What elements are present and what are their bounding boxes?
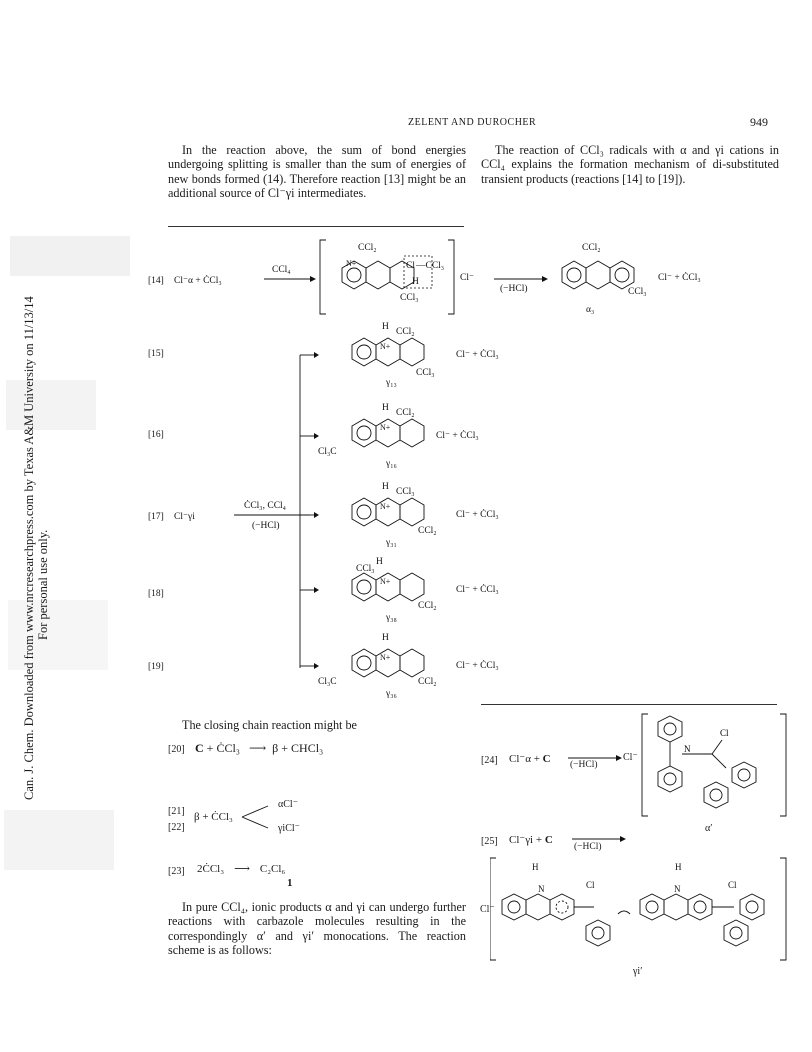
svg-text:N+: N+ [380, 577, 391, 586]
reaction-20: C + ĊCl₃ ⟶ β + CHCl₃ [195, 741, 324, 755]
svg-text:H: H [382, 482, 389, 492]
svg-text:Cl: Cl [728, 880, 737, 890]
running-title: ZELENT AND DUROCHER [408, 117, 537, 128]
svg-text:Cl⁻ + ĊCl₃: Cl⁻ + ĊCl₃ [456, 585, 499, 595]
svg-text:N+: N+ [380, 653, 391, 662]
arrow-label: CCl₄ [272, 265, 291, 275]
svg-text:H: H [382, 403, 389, 413]
svg-text:γ₃₈: γ₃₈ [386, 613, 397, 623]
svg-text:(−HCl): (−HCl) [252, 521, 280, 531]
svg-text:CCl₃: CCl₃ [356, 564, 375, 574]
eq-number: [18] [148, 589, 164, 599]
svg-text:Cl⁻: Cl⁻ [460, 273, 474, 283]
svg-text:Cl⁻ + ĊCl₃: Cl⁻ + ĊCl₃ [456, 661, 499, 671]
svg-text:CCl₂: CCl₂ [582, 243, 601, 253]
svg-text:[17]: [17] [148, 512, 164, 522]
product-structures [300, 315, 520, 715]
split-arrows [240, 800, 274, 834]
svg-text:Cl₃C: Cl₃C [318, 677, 337, 687]
intro-right-paragraph: The reaction of CCl₃ radicals with α and γi cations in CCl₄ explains the formation mechanism of di-substituted transient products (reactions [14] to [19]). [481, 143, 779, 186]
closing-intro: The closing chain reaction might be [182, 718, 357, 732]
alpha-prime-structure [640, 712, 790, 822]
counter-ion: Cl⁻ [480, 904, 495, 915]
compound-name: γi′ [633, 966, 643, 977]
eq-number: [22] [168, 822, 185, 833]
svg-text:N+: N+ [380, 502, 391, 511]
svg-text:N: N [674, 884, 681, 894]
svg-text:CCl₃: CCl₃ [416, 368, 435, 378]
svg-text:Cl: Cl [406, 261, 415, 271]
eq-number: [19] [148, 662, 164, 672]
svg-text:N: N [684, 744, 691, 754]
hcl-label: (−HCl) [574, 842, 602, 852]
gamma-prime-structure [490, 856, 790, 964]
reaction-25-left: Cl⁻γi + C [509, 834, 553, 846]
reaction-22-product: γiCl⁻ [278, 823, 300, 834]
svg-text:Cl⁻ + ĊCl₃: Cl⁻ + ĊCl₃ [456, 350, 499, 360]
eq-number: [21] [168, 806, 185, 817]
svg-text:CCl₂: CCl₂ [418, 677, 437, 687]
svg-text:Cl₃C: Cl₃C [318, 447, 337, 457]
svg-text:H: H [532, 862, 539, 872]
svg-text:α₃: α₃ [586, 305, 595, 315]
personal-use-line: For personal use only. [36, 529, 50, 640]
download-notice [2, 240, 50, 820]
hcl-label: (−HCl) [570, 760, 598, 770]
citation-line: Can. J. Chem. Downloaded from www.nrcresearchpress.com by Texas A&M University on 11/13/14 [22, 296, 36, 800]
svg-text:H: H [675, 862, 682, 872]
svg-text:CCl₂: CCl₂ [358, 243, 377, 253]
intro-left-paragraph: In the reaction above, the sum of bond energies undergoing splitting is smaller than the sum of energies of new bonds formed (14). Therefore reaction [13] might be an additional source of Cl⁻γi intermediates. [168, 143, 466, 200]
reactant-text: Cl⁻α + ĊCl₃ [174, 276, 222, 286]
svg-text:H: H [382, 322, 389, 332]
counter-ion: Cl⁻ [623, 752, 638, 763]
svg-text:Cl⁻ + ĊCl₃: Cl⁻ + ĊCl₃ [658, 273, 701, 283]
eq-number: [20] [168, 744, 185, 755]
svg-text:Cl⁻γi: Cl⁻γi [174, 512, 195, 522]
eq-number: [15] [148, 349, 164, 359]
reaction-21-22-left: β + ĊCl₃ [194, 811, 233, 823]
closing-paragraph: In pure CCl₄, ionic products α and γi can undergo further reactions with carbazole molecules resulting in the correspondingly α′ and γi′ monocations. The reaction scheme is as follows: [168, 900, 466, 957]
svg-text:γ₃₁: γ₃₁ [386, 538, 397, 548]
divider-rule [168, 226, 464, 227]
compound-name: α′ [705, 823, 713, 834]
svg-text:Cl⁻ + ĊCl₃: Cl⁻ + ĊCl₃ [456, 510, 499, 520]
svg-text:N+: N+ [346, 259, 357, 268]
svg-text:ĊCl₃, CCl₄: ĊCl₃, CCl₄ [244, 501, 286, 511]
svg-text:CCl₃: CCl₃ [400, 293, 419, 303]
svg-text:CCl₃: CCl₃ [396, 487, 415, 497]
svg-text:CCl₂: CCl₂ [418, 526, 437, 536]
svg-text:CCl₂: CCl₂ [418, 601, 437, 611]
svg-text:N+: N+ [380, 423, 391, 432]
eq-number: [23] [168, 866, 185, 877]
page-number: 949 [750, 115, 768, 129]
svg-text:Cl⁻ + ĊCl₃: Cl⁻ + ĊCl₃ [436, 431, 479, 441]
svg-text:N: N [538, 884, 545, 894]
svg-text:CCl₂: CCl₂ [396, 408, 415, 418]
svg-text:CCl₂: CCl₂ [396, 327, 415, 337]
divider-rule [481, 704, 777, 705]
svg-text:H: H [382, 633, 389, 643]
svg-text:Cl: Cl [720, 728, 729, 738]
svg-text:CCl₃: CCl₃ [628, 287, 647, 297]
svg-text:(−HCl): (−HCl) [500, 284, 528, 294]
svg-text:γ₁₃: γ₁₃ [386, 378, 397, 388]
eq-number: [14] [148, 276, 164, 286]
eq-number: [24] [481, 755, 498, 766]
reaction-21-product: αCl⁻ [278, 799, 298, 810]
compound-number: 1 [287, 877, 293, 889]
reaction-23: 2ĊCl₃ ⟶ C₂Cl₆ [197, 863, 286, 875]
svg-text:γ₁₆: γ₁₆ [386, 459, 397, 469]
svg-text:H: H [376, 557, 383, 567]
svg-text:N+: N+ [380, 342, 391, 351]
svg-text:γ₃₆: γ₃₆ [386, 689, 397, 699]
svg-text:H: H [412, 277, 419, 287]
reaction-24-left: Cl⁻α + C [509, 753, 551, 765]
eq-number: [25] [481, 836, 498, 847]
svg-text:—CCl₃: —CCl₃ [416, 261, 445, 271]
svg-text:Cl: Cl [586, 880, 595, 890]
eq-number: [16] [148, 430, 164, 440]
